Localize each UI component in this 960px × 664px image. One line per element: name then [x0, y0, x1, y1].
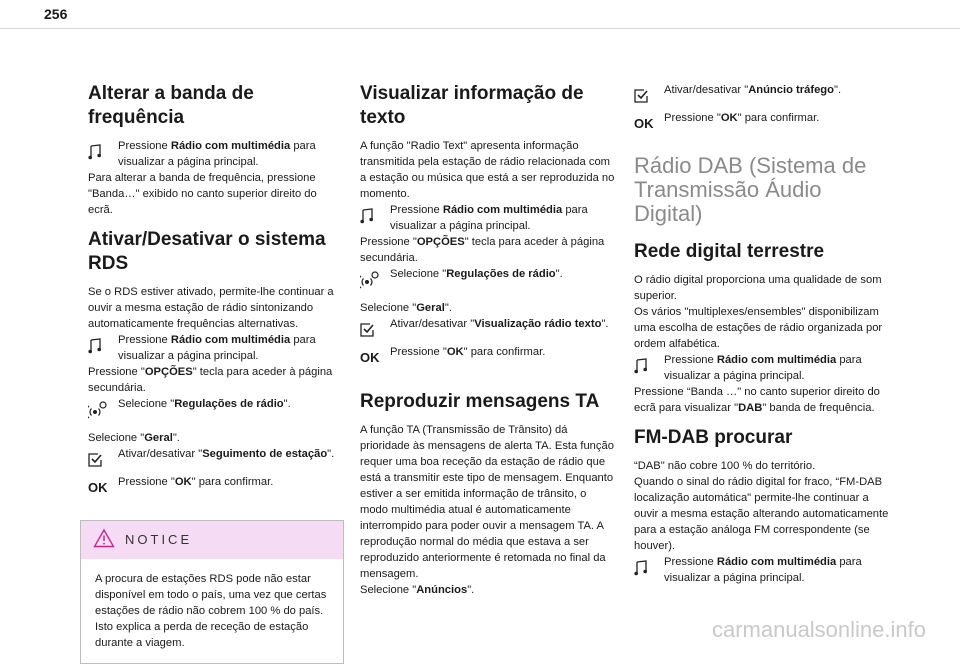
step-radio-media: Pressione Rádio com multimédia para visualizar a página principal.: [360, 202, 616, 234]
heading-rede: Rede digital terrestre: [634, 241, 825, 262]
banda-text: Pressione “Banda …" no canto superior direito do ecrã para visualizar "DAB" banda de frequência.: [634, 386, 880, 414]
notice-box: [80, 520, 344, 664]
notice-body: A procura de estações RDS pode não estar disponível em todo o país, uma vez que certas estações de rádio não cobrem 100 % do país. Isto explica a perda de receção de estação durante a viagem.: [95, 573, 327, 649]
column-1: [88, 82, 344, 664]
text-intro: A função "Radio Text" apresenta informação transmitida pela estação de rádio relacionada com a estação ou música que está a ser reproduzida no momento.: [360, 140, 615, 200]
top-divider: [0, 28, 960, 29]
ta-text: A função TA (Transmissão de Trânsito) dá prioridade às mensagens de alerta TA. Esta função requer uma boa receção da estação de rádio que está a transmitir este tipo de mensagem. Enquanto estiver a ser emitida informação de trânsito, o modo multimédia atual é automaticamente interrompido para poder ouvir a mensagem TA. A reprodução normal do média que estava a ser reproduzido anteriormente é retomada no final da mensagem.: [360, 424, 614, 580]
rds-text: Se o RDS estiver ativado, permite-lhe continuar a ouvir a mesma estação de rádio sintonizando automaticamente frequências alternativas.: [88, 286, 334, 330]
ta-select-text: Selecione "Anúncios".: [360, 584, 475, 596]
step-radio-media: Pressione Rádio com multimédia para visualizar a página principal.: [88, 332, 344, 364]
options-text: Pressione "OPÇÕES" tecla para aceder à página secundária.: [88, 366, 333, 394]
heading-ta: Reproduzir mensagens TA: [360, 391, 600, 412]
geral-text: Selecione "Geral".: [360, 302, 452, 314]
step-radio-media: Pressione Rádio com multimédia para visualizar a página principal.: [634, 352, 890, 384]
step-ok: OK Pressione "OK" para confirmar.: [88, 474, 344, 502]
heading-dab: Rádio DAB (Sistema de Transmissão Áudio Digital): [634, 153, 867, 226]
column-2: [360, 82, 616, 598]
page-number: 256: [44, 6, 68, 22]
geral-text: Selecione "Geral".: [88, 432, 180, 444]
watermark[interactable]: carmanualsonline.info: [711, 617, 926, 642]
step-toggle: Ativar/desativar "Anúncio tráfego".: [634, 82, 890, 110]
checkbox-icon: [88, 446, 118, 474]
fm-text: “DAB" não cobre 100 % do território. Quando o sinal do rádio digital for fraco, “FM-DAB localização automática" permite-lhe continuar a ouvir a mesma estação alterando automaticamente para a estação análoga FM correspondente (se houver).: [634, 460, 889, 552]
music-note-icon: [360, 202, 390, 230]
step-ok: OK Pressione "OK" para confirmar.: [634, 110, 890, 138]
ok-icon: OK: [88, 480, 108, 495]
ok-icon: OK: [360, 350, 380, 365]
step-toggle: Ativar/desativar "Visualização rádio texto".: [360, 316, 616, 344]
music-note-icon: [88, 332, 118, 360]
step-settings: Selecione "Regulações de rádio".: [360, 266, 616, 294]
step-radio-media: Pressione Rádio com multimédia para visualizar a página principal.: [88, 138, 344, 170]
rede-text: O rádio digital proporciona uma qualidade de som superior. Os vários "multiplexes/ensembles" disponibilizam uma escolha de estações de rádio organizada por ordem alfabética.: [634, 274, 883, 350]
heading-text-info: Visualizar informação de texto: [360, 83, 584, 128]
band-text: Para alterar a banda de frequência, pressione "Banda…" exibido no canto superior direito do ecrã.: [88, 172, 317, 216]
ok-icon: OK: [634, 116, 654, 131]
music-note-icon: [88, 138, 118, 166]
notice-title: NOTICE: [125, 532, 193, 547]
step-toggle: Ativar/desativar "Seguimento de estação".: [88, 446, 344, 474]
warning-icon: [93, 528, 115, 553]
music-note-icon: [634, 352, 664, 380]
step-radio-media: Pressione Rádio com multimédia para visualizar a página principal.: [634, 554, 890, 586]
heading-fm-dab: FM-DAB procurar: [634, 427, 793, 448]
heading-band: Alterar a banda de frequência: [88, 83, 254, 128]
options-text: Pressione "OPÇÕES" tecla para aceder à página secundária.: [360, 236, 605, 264]
radio-settings-icon: [360, 266, 390, 294]
music-note-icon: [634, 554, 664, 582]
checkbox-icon: [634, 82, 664, 110]
step-settings: Selecione "Regulações de rádio".: [88, 396, 344, 424]
heading-rds: Ativar/Desativar o sistema RDS: [88, 229, 326, 274]
radio-settings-icon: [88, 396, 118, 424]
column-3: [634, 82, 890, 586]
notice-header: [81, 521, 343, 559]
checkbox-icon: [360, 316, 390, 344]
step-ok: OK Pressione "OK" para confirmar.: [360, 344, 616, 372]
